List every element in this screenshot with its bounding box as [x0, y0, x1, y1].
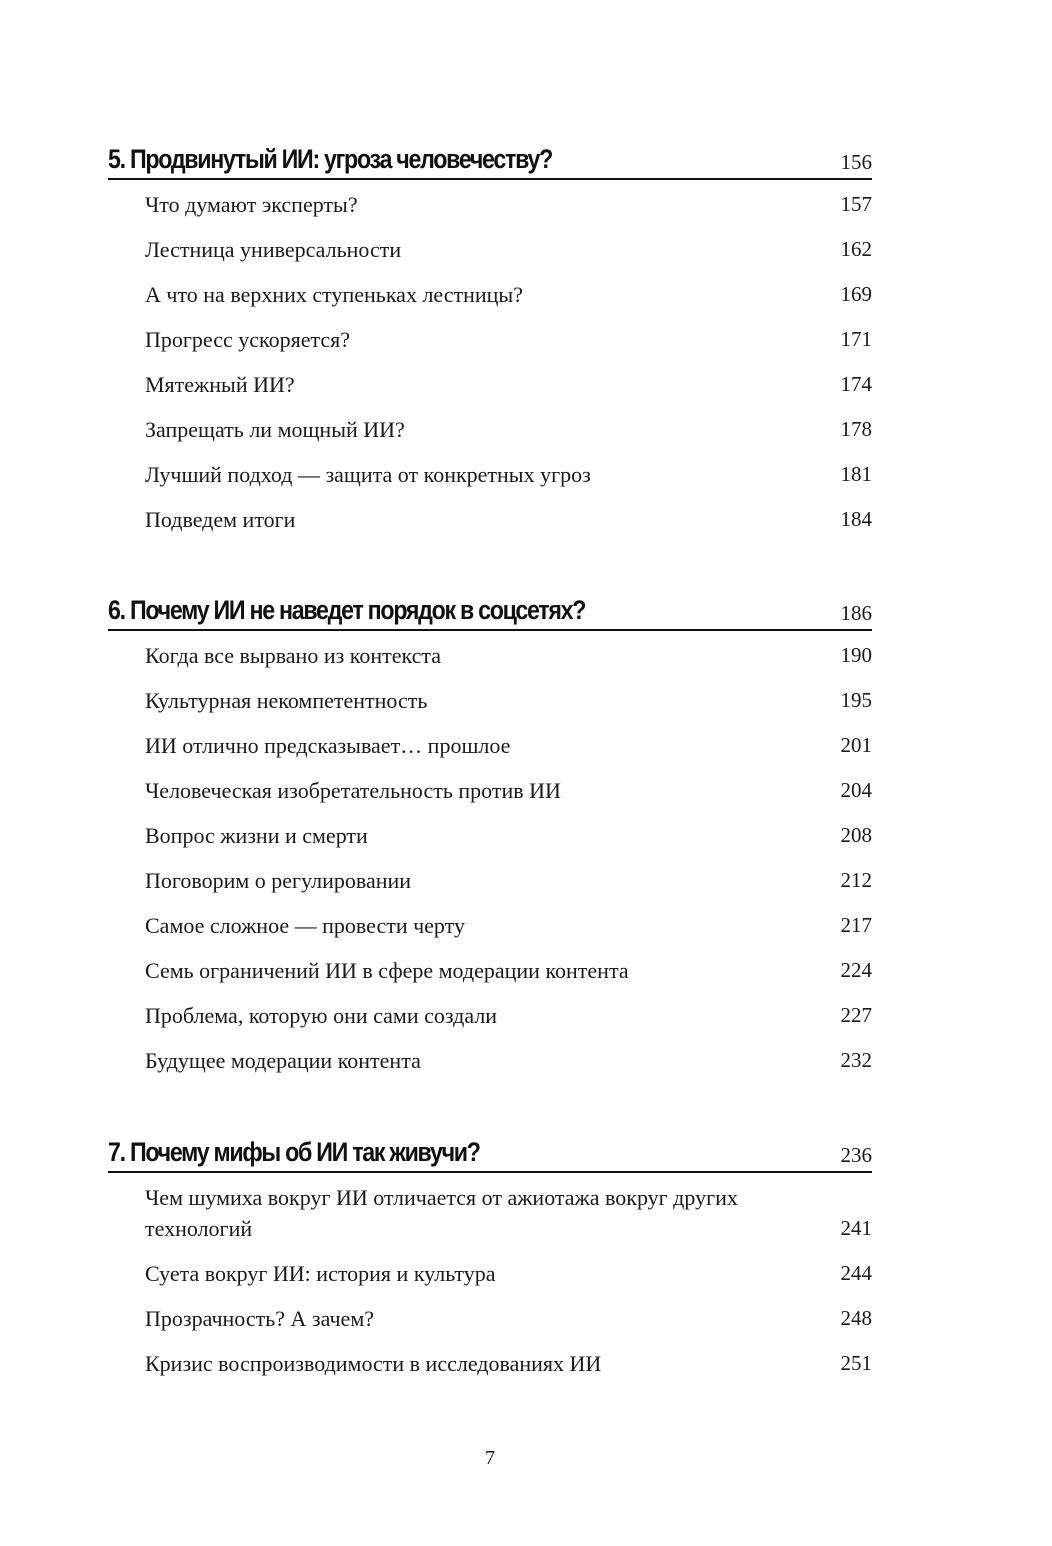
entry-page-number: 195	[840, 688, 872, 712]
chapter-page-number: 186	[840, 601, 872, 625]
entry-page-number: 208	[840, 823, 872, 847]
entry-title: ИИ отлично предсказывает… прошлое	[145, 733, 511, 758]
chapter-heading	[108, 1139, 872, 1173]
entry-title: Проблема, которую они сами создали	[145, 1003, 498, 1028]
chapter-title: 6. Почему ИИ не наведет порядок в соцсетях?	[108, 595, 586, 625]
entry-title: Прозрачность? А зачем?	[145, 1306, 375, 1331]
entry-page-number: 212	[840, 868, 872, 892]
toc-entry	[145, 775, 872, 806]
chapter-7	[108, 1139, 872, 1379]
entry-title: Лестница универсальности	[145, 237, 402, 262]
toc-entry	[145, 910, 872, 941]
entry-title: Культурная некомпетентность	[145, 688, 428, 713]
toc-entry	[145, 1258, 872, 1289]
chapter-5	[108, 146, 872, 535]
toc-entry	[145, 685, 872, 716]
entry-page-number: 241	[840, 1216, 872, 1240]
entry-page-number: 244	[840, 1261, 872, 1285]
toc-entry	[145, 730, 872, 761]
entry-title: Прогресс ускоряется?	[145, 327, 351, 352]
entry-title: Что думают эксперты?	[145, 192, 358, 217]
entry-page-number: 227	[840, 1003, 872, 1027]
chapter-heading	[108, 597, 872, 631]
toc-entry	[145, 414, 872, 445]
entry-page-number: 162	[840, 237, 872, 261]
entry-title: Когда все вырвано из контекста	[145, 643, 442, 668]
chapter-page-number: 156	[840, 150, 872, 174]
entry-title: Человеческая изобретательность против ИИ	[145, 778, 561, 803]
toc-entry	[145, 189, 872, 220]
entry-title: А что на верхних ступеньках лестницы?	[145, 282, 523, 307]
toc-entry	[145, 504, 872, 535]
toc-entry	[145, 279, 872, 310]
entry-title: Чем шумиха вокруг ИИ отличается от ажиотажа вокруг других технологий	[145, 1185, 738, 1241]
entry-page-number: 217	[840, 913, 872, 937]
entry-title: Суета вокруг ИИ: история и культура	[145, 1261, 496, 1286]
toc-entry	[145, 1182, 872, 1244]
toc-entry	[145, 640, 872, 671]
entry-page-number: 169	[840, 282, 872, 306]
chapter-page-number: 236	[840, 1143, 872, 1167]
entry-page-number: 204	[840, 778, 872, 802]
entry-page-number: 157	[840, 192, 872, 216]
entry-title: Запрещать ли мощный ИИ?	[145, 417, 405, 442]
entry-title: Лучший подход — защита от конкретных угроз	[145, 462, 591, 487]
entry-title: Мятежный ИИ?	[145, 372, 295, 397]
entry-page-number: 174	[840, 372, 872, 396]
entry-page-number: 184	[840, 507, 872, 531]
entry-title: Семь ограничений ИИ в сфере модерации контента	[145, 958, 629, 983]
entry-page-number: 248	[840, 1306, 872, 1330]
entry-page-number: 224	[840, 958, 872, 982]
page-number: 7	[485, 1447, 495, 1469]
entry-page-number: 171	[840, 327, 872, 351]
toc-entry	[145, 955, 872, 986]
toc-entry	[145, 324, 872, 355]
toc-entry	[145, 865, 872, 896]
toc-entry	[145, 369, 872, 400]
entry-page-number: 201	[840, 733, 872, 757]
entry-title: Поговорим о регулировании	[145, 868, 412, 893]
entry-page-number: 251	[840, 1351, 872, 1375]
chapter-6	[108, 597, 872, 1076]
entry-title: Вопрос жизни и смерти	[145, 823, 368, 848]
entry-title: Подведем итоги	[145, 507, 296, 532]
toc-entry	[145, 234, 872, 265]
chapter-title: 5. Продвинутый ИИ: угроза человечеству?	[108, 144, 553, 174]
toc-entry	[145, 1348, 872, 1379]
entry-page-number: 181	[840, 462, 872, 486]
entry-title: Кризис воспроизводимости в исследованиях ИИ	[145, 1351, 602, 1376]
toc-entry	[145, 820, 872, 851]
entry-page-number: 190	[840, 643, 872, 667]
toc-entry	[145, 1000, 872, 1031]
entry-page-number: 178	[840, 417, 872, 441]
entry-page-number: 232	[840, 1048, 872, 1072]
entry-title: Будущее модерации контента	[145, 1048, 421, 1073]
toc-entry	[145, 1303, 872, 1334]
toc-entry	[145, 1045, 872, 1076]
toc-entry	[145, 459, 872, 490]
chapter-heading	[108, 146, 872, 180]
entry-title: Самое сложное — провести черту	[145, 913, 465, 938]
chapter-title: 7. Почему мифы об ИИ так живучи?	[108, 1137, 480, 1167]
